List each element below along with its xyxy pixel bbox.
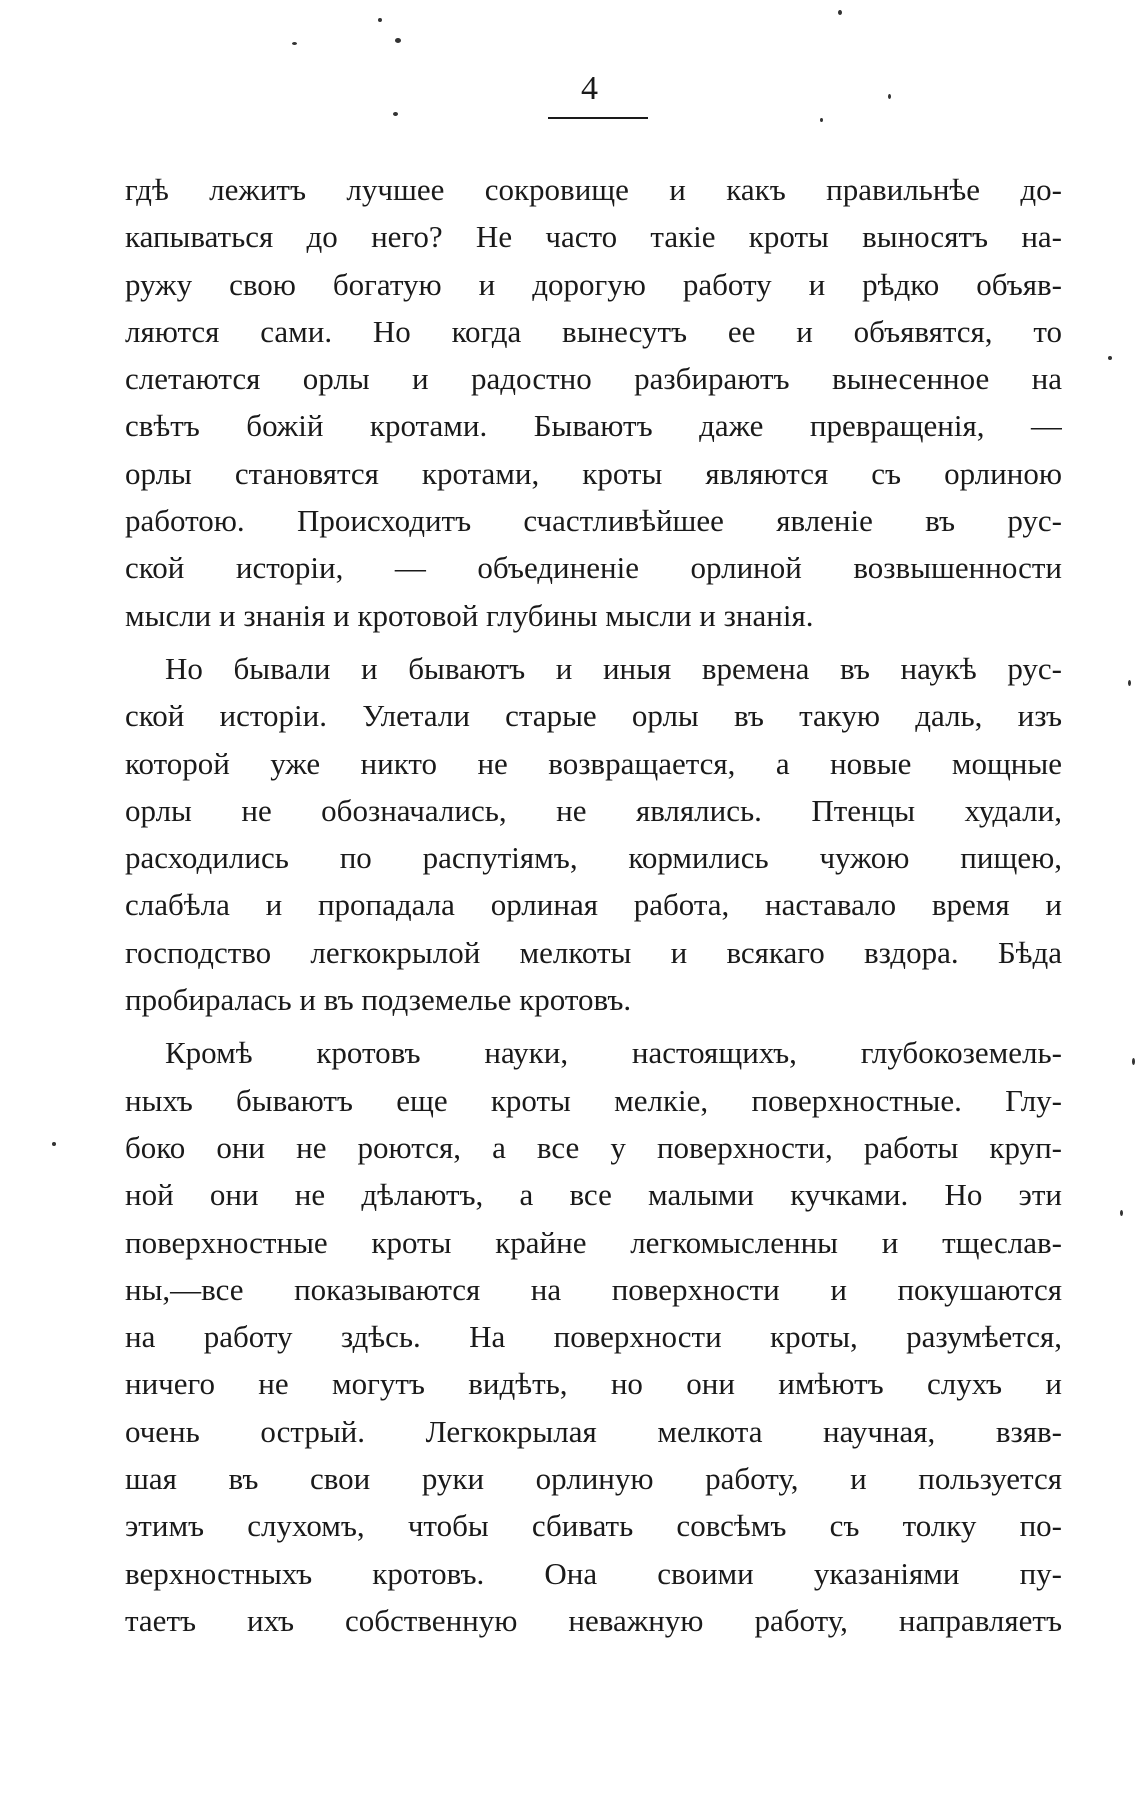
text-line: ныхъ бываютъ еще кроты мелкіе, поверхностные. Глу- bbox=[125, 1082, 1062, 1118]
text-line: боко они не роются, а все у поверхности, работы круп- bbox=[125, 1129, 1062, 1165]
text-line: ляются сами. Но когда вынесутъ ее и объявятся, то bbox=[125, 313, 1062, 349]
text-line: этимъ слухомъ, чтобы сбивать совсѣмъ съ толку по- bbox=[125, 1508, 1062, 1544]
text-line: гдѣ лежитъ лучшее сокровище и какъ правильнѣе до- bbox=[125, 172, 1062, 207]
text-line: ной они не дѣлаютъ, а все малыми кучками. Но эти bbox=[125, 1177, 1062, 1213]
text-line: шая въ свои руки орлиную работу, и пользуется bbox=[125, 1461, 1062, 1497]
scan-speck bbox=[1128, 680, 1131, 686]
text-line: капываться до него? Не часто такіе кроты выносятъ на- bbox=[125, 219, 1062, 255]
text-line: которой уже никто не возвращается, а новые мощные bbox=[125, 745, 1062, 781]
scan-speck bbox=[888, 94, 891, 99]
text-line: расходились по распутіямъ, кормились чужою пищею, bbox=[125, 840, 1062, 876]
page-number: 4 bbox=[581, 70, 599, 107]
paragraph-1 bbox=[125, 166, 1062, 639]
paragraph-3 bbox=[125, 1029, 1062, 1644]
body-text bbox=[125, 166, 1062, 1644]
page-number-underline bbox=[548, 117, 648, 119]
text-line: слетаются орлы и радостно разбираютъ вынесенное на bbox=[125, 361, 1062, 397]
text-line: работою. Происходитъ счастливѣйшее явленіе въ рус- bbox=[125, 503, 1062, 539]
scan-speck bbox=[1132, 1058, 1135, 1065]
text-line: таетъ ихъ собственную неважную работу, направляетъ bbox=[125, 1602, 1062, 1638]
text-line: господство легкокрылой мелкоты и всякаго вздора. Бѣда bbox=[125, 934, 1062, 970]
text-line: очень острый. Легкокрылая мелкота научная, взяв- bbox=[125, 1413, 1062, 1449]
text-line: на работу здѣсь. На поверхности кроты, разумѣется, bbox=[125, 1319, 1062, 1355]
text-line: орлы не обозначались, не являлись. Птенцы худали, bbox=[125, 792, 1062, 828]
text-line: пробиралась и въ подземелье кротовъ. bbox=[125, 982, 632, 1018]
scan-speck bbox=[52, 1142, 56, 1146]
text-line: орлы становятся кротами, кроты являются съ орлиною bbox=[125, 455, 1062, 491]
text-line: Но бывали и бываютъ и иныя времена въ наукѣ рус- bbox=[165, 650, 1062, 686]
scan-speck bbox=[292, 42, 297, 45]
scan-speck bbox=[1108, 356, 1112, 360]
text-line: ничего не могутъ видѣть, но они имѣютъ слухъ и bbox=[125, 1366, 1062, 1402]
text-line: поверхностные кроты крайне легкомысленны и тщеслав- bbox=[125, 1224, 1062, 1260]
text-line: свѣтъ божій кротами. Бываютъ даже превращенія, — bbox=[125, 408, 1062, 444]
text-line: ны,—все показываются на поверхности и покушаются bbox=[125, 1271, 1062, 1307]
scan-speck bbox=[820, 118, 823, 122]
scan-speck bbox=[393, 112, 398, 116]
paragraph-2 bbox=[125, 645, 1062, 1023]
text-line: ской исторіи. Улетали старые орлы въ такую даль, изъ bbox=[125, 698, 1062, 734]
scan-speck bbox=[378, 18, 382, 22]
text-line: ружу свою богатую и дорогую работу и рѣдко объяв- bbox=[125, 266, 1062, 302]
text-line: верхностныхъ кротовъ. Она своими указаніями пу- bbox=[125, 1555, 1062, 1591]
text-line: ской исторіи, — объединеніе орлиной возвышенности bbox=[125, 550, 1062, 586]
text-line: мысли и знанія и кротовой глубины мысли и знанія. bbox=[125, 597, 814, 633]
scan-speck bbox=[838, 10, 842, 15]
scan-speck bbox=[395, 38, 401, 43]
text-line: слабѣла и пропадала орлиная работа, наставало время и bbox=[125, 887, 1062, 923]
text-line: Кромѣ кротовъ науки, настоящихъ, глубокоземель- bbox=[165, 1035, 1062, 1071]
scan-speck bbox=[1120, 1210, 1123, 1216]
